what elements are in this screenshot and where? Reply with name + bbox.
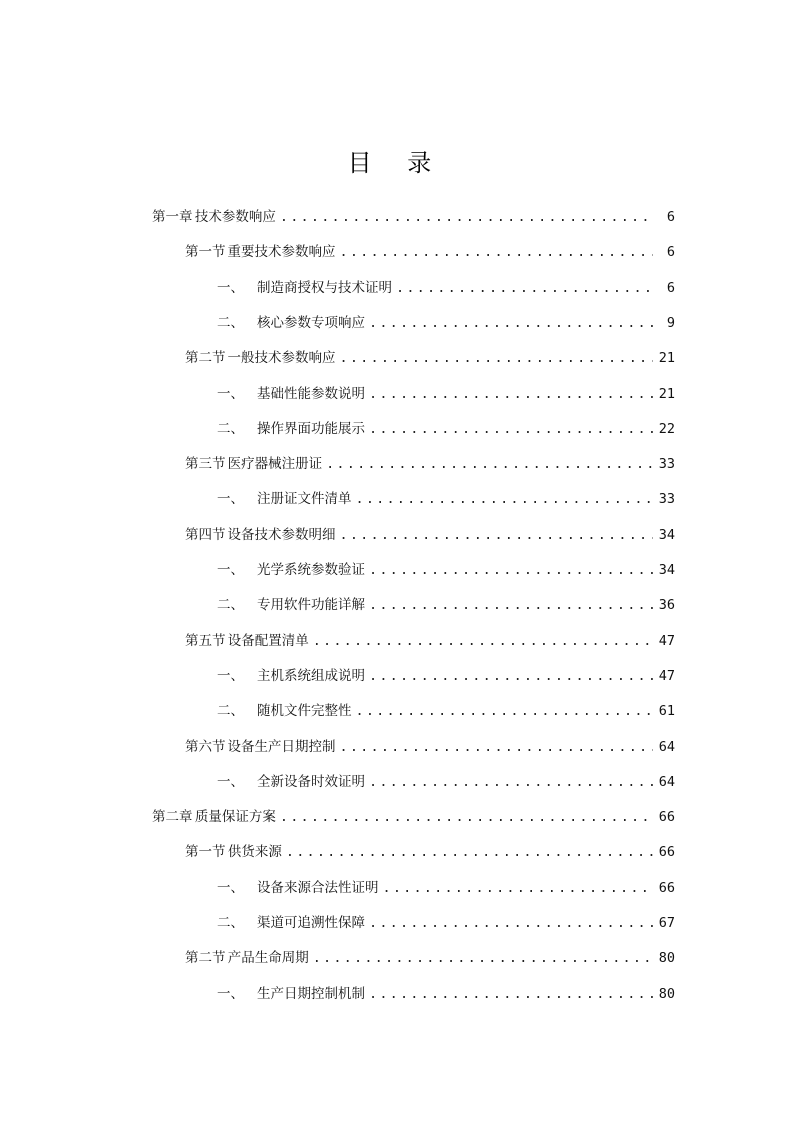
toc-title: 目 录 [347, 149, 446, 177]
toc-entry-title: 设备配置清单 [227, 633, 309, 649]
toc-entry-title: 核心参数专项响应 [257, 315, 365, 331]
toc-dot-leader [369, 597, 653, 613]
toc-page-number: 6 [666, 244, 675, 260]
toc-page-number: 66 [658, 809, 675, 825]
toc-dot-leader [369, 915, 653, 931]
toc-entry-title: 制造商授权与技术证明 [257, 280, 392, 296]
toc-entry-number: 一、 [217, 986, 244, 1002]
toc-entry-title: 设备生产日期控制 [227, 739, 336, 755]
toc-page-number: 66 [658, 880, 675, 896]
toc-page-number: 47 [658, 633, 675, 649]
toc-entry[interactable] [217, 558, 675, 582]
toc-entry[interactable] [185, 452, 675, 476]
toc-entry-number: 第一章 [152, 209, 193, 225]
toc-entry-number: 第一节 [185, 844, 226, 860]
toc-page-number: 33 [658, 456, 675, 472]
toc-entry[interactable] [217, 770, 675, 794]
toc-entry-number: 第四节 [185, 527, 226, 543]
toc-dot-leader [369, 774, 653, 790]
toc-entry[interactable] [185, 346, 675, 370]
toc-page-number: 21 [658, 386, 675, 402]
toc-dot-leader [280, 209, 653, 225]
toc-page-number: 22 [658, 421, 675, 437]
toc-dot-leader [280, 809, 653, 825]
toc-entry-number: 一、 [217, 774, 244, 790]
toc-page-number: 47 [658, 668, 675, 684]
toc-entry-number: 一、 [217, 880, 244, 896]
toc-dot-leader [340, 527, 653, 543]
toc-entry-title: 随机文件完整性 [257, 703, 352, 719]
toc-entry[interactable] [185, 629, 675, 653]
toc-entry-number: 第五节 [185, 633, 226, 649]
toc-page-number: 34 [658, 562, 675, 578]
toc-entry-title: 光学系统参数验证 [257, 562, 365, 578]
toc-entry-title: 操作界面功能展示 [257, 421, 365, 437]
toc-entry-number: 第三节 [185, 456, 226, 472]
toc-page-number: 33 [658, 491, 675, 507]
toc-dot-leader [369, 421, 653, 437]
toc-entry-title: 技术参数响应 [194, 209, 276, 225]
toc-page-number: 67 [658, 915, 675, 931]
toc-entry[interactable] [217, 876, 675, 900]
toc-entry-number: 二、 [217, 315, 244, 331]
toc-entry[interactable] [152, 205, 675, 229]
toc-entry-number: 第六节 [185, 739, 226, 755]
toc-entry-title: 设备来源合法性证明 [257, 880, 379, 896]
toc-entry-title: 医疗器械注册证 [227, 456, 323, 472]
toc-entry-title: 供货来源 [227, 844, 282, 860]
toc-dot-leader [286, 844, 653, 860]
toc-entry-title: 质量保证方案 [194, 809, 276, 825]
toc-entry[interactable] [185, 523, 675, 547]
toc-page-number: 66 [658, 844, 675, 860]
toc-entry-number: 第一节 [185, 244, 226, 260]
toc-dot-leader [369, 986, 653, 1002]
toc-entry[interactable] [185, 735, 675, 759]
toc-entry[interactable] [185, 840, 675, 864]
toc-dot-leader [383, 880, 654, 896]
toc-entry-number: 二、 [217, 421, 244, 437]
toc-page-number: 61 [658, 703, 675, 719]
toc-entry-number: 一、 [217, 668, 244, 684]
toc-entry-title: 设备技术参数明细 [227, 527, 336, 543]
toc-dot-leader [356, 491, 654, 507]
toc-entry[interactable] [217, 417, 675, 441]
toc-dot-leader [313, 633, 653, 649]
toc-page-number: 64 [658, 774, 675, 790]
toc-page-number: 80 [658, 950, 675, 966]
toc-page-number: 80 [658, 986, 675, 1002]
toc-entry-number: 第二章 [152, 809, 193, 825]
toc-entry-title: 一般技术参数响应 [227, 350, 336, 366]
toc-entry[interactable] [217, 911, 675, 935]
toc-entry[interactable] [217, 487, 675, 511]
toc-entry-title: 渠道可追溯性保障 [257, 915, 365, 931]
toc-page-number: 36 [658, 597, 675, 613]
toc-entry-title: 生产日期控制机制 [257, 986, 365, 1002]
toc-entry-title: 重要技术参数响应 [227, 244, 336, 260]
toc-entry[interactable] [217, 311, 675, 335]
toc-entry-title: 全新设备时效证明 [257, 774, 365, 790]
toc-entry-number: 一、 [217, 280, 244, 296]
toc-page-number: 9 [666, 315, 675, 331]
toc-entry-title: 主机系统组成说明 [257, 668, 365, 684]
toc-entry[interactable] [217, 382, 675, 406]
toc-entry-number: 一、 [217, 562, 244, 578]
toc-entry[interactable] [185, 946, 675, 970]
toc-dot-leader [369, 562, 653, 578]
toc-dot-leader [313, 950, 653, 966]
toc-entry-number: 一、 [217, 386, 244, 402]
toc-entry-number: 第二节 [185, 950, 226, 966]
toc-entry[interactable] [185, 240, 675, 264]
toc-entry-number: 一、 [217, 491, 244, 507]
toc-dot-leader [369, 315, 653, 331]
toc-entry-title: 产品生命周期 [227, 950, 309, 966]
toc-dot-leader [396, 280, 653, 296]
toc-entry-number: 二、 [217, 597, 244, 613]
toc-entry[interactable] [152, 805, 675, 829]
toc-entry[interactable] [217, 593, 675, 617]
toc-page-number: 21 [658, 350, 675, 366]
toc-dot-leader [340, 350, 653, 366]
toc-entry-title: 专用软件功能详解 [257, 597, 365, 613]
toc-page-number: 6 [666, 280, 675, 296]
toc-page-number: 34 [658, 527, 675, 543]
toc-dot-leader [340, 739, 653, 755]
toc-dot-leader [369, 386, 653, 402]
toc-entry[interactable] [217, 982, 675, 1006]
toc-entry[interactable] [217, 276, 675, 300]
toc-entry-number: 二、 [217, 703, 244, 719]
toc-entry-number: 二、 [217, 915, 244, 931]
toc-dot-leader [340, 244, 653, 260]
toc-entry[interactable] [217, 664, 675, 688]
toc-page-number: 6 [666, 209, 675, 225]
toc-entry-title: 注册证文件清单 [257, 491, 352, 507]
toc-entry-number: 第二节 [185, 350, 226, 366]
toc-dot-leader [326, 456, 653, 472]
toc-dot-leader [369, 668, 653, 684]
toc-entry[interactable] [217, 699, 675, 723]
toc-page-number: 64 [658, 739, 675, 755]
toc-dot-leader [356, 703, 654, 719]
toc-entry-title: 基础性能参数说明 [257, 386, 365, 402]
